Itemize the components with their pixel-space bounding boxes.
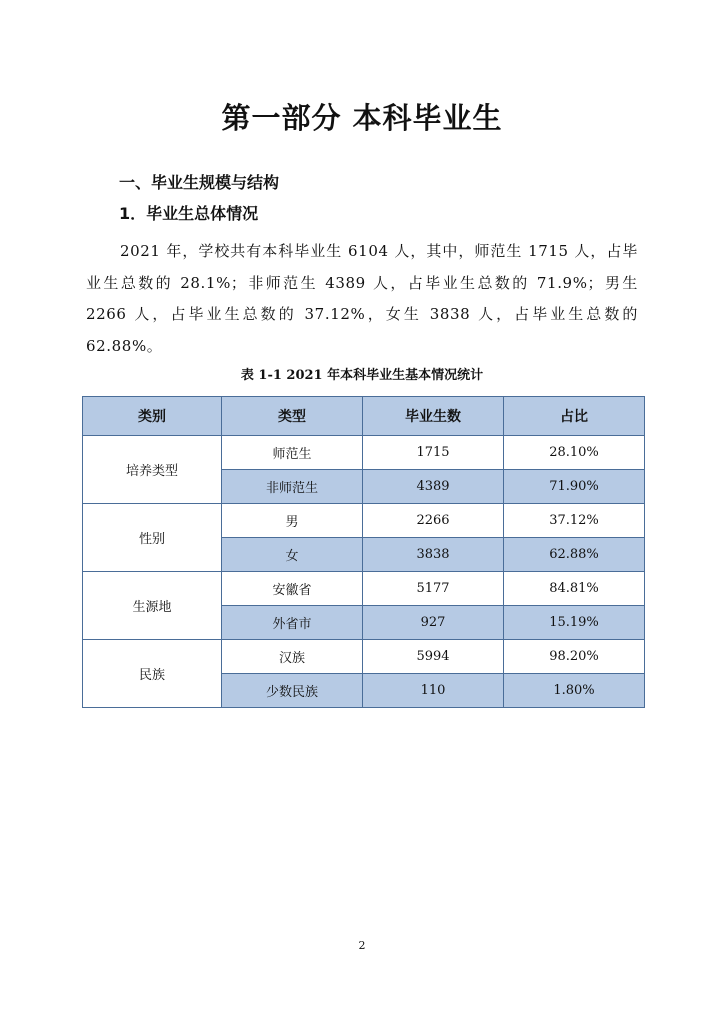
count-cell: 110: [363, 674, 504, 708]
count-cell: 4389: [363, 470, 504, 504]
percent-cell: 84.81%: [504, 572, 645, 606]
statistics-table: [82, 396, 645, 708]
count-cell: 5177: [363, 572, 504, 606]
body-paragraph: 2021 年，学校共有本科毕业生 6104 人，其中，师范生 1715 人，占毕业生总数的 28.1%；非师范生 4389 人，占毕业生总数的 71.9%；男生 2266 人，占毕业生总数的 37.12%，女生 3838 人，占毕业生总数的 62.88%。: [86, 242, 638, 355]
header-count: 毕业生数: [363, 397, 504, 436]
type-cell: 非师范生: [222, 470, 363, 504]
table-header-row: [83, 397, 645, 436]
table-row: [83, 640, 645, 674]
table-row: [83, 572, 645, 606]
type-cell: 男: [222, 504, 363, 538]
count-cell: 927: [363, 606, 504, 640]
percent-cell: 62.88%: [504, 538, 645, 572]
type-cell: 外省市: [222, 606, 363, 640]
table-row: [83, 504, 645, 538]
category-cell: 生源地: [83, 572, 222, 640]
count-cell: 5994: [363, 640, 504, 674]
type-cell: 师范生: [222, 436, 363, 470]
percent-cell: 37.12%: [504, 504, 645, 538]
type-cell: 汉族: [222, 640, 363, 674]
header-type: 类型: [222, 397, 363, 436]
table-row: [83, 436, 645, 470]
percent-cell: 1.80%: [504, 674, 645, 708]
percent-cell: 15.19%: [504, 606, 645, 640]
percent-cell: 71.90%: [504, 470, 645, 504]
header-percent: 占比: [504, 397, 645, 436]
percent-cell: 98.20%: [504, 640, 645, 674]
section-heading: 一、毕业生规模与结构: [119, 173, 280, 192]
count-cell: 2266: [363, 504, 504, 538]
category-cell: 性别: [83, 504, 222, 572]
type-cell: 安徽省: [222, 572, 363, 606]
table-caption: 表 1-1 2021 年本科毕业生基本情况统计: [240, 368, 484, 383]
count-cell: 3838: [363, 538, 504, 572]
category-cell: 培养类型: [83, 436, 222, 504]
type-cell: 少数民族: [222, 674, 363, 708]
page-number: 2: [358, 939, 366, 952]
category-cell: 民族: [83, 640, 222, 708]
count-cell: 1715: [363, 436, 504, 470]
type-cell: 女: [222, 538, 363, 572]
header-category: 类别: [83, 397, 222, 436]
sub-heading: 1．毕业生总体情况: [119, 204, 259, 223]
percent-cell: 28.10%: [504, 436, 645, 470]
page-title: 第一部分 本科毕业生: [221, 101, 503, 135]
